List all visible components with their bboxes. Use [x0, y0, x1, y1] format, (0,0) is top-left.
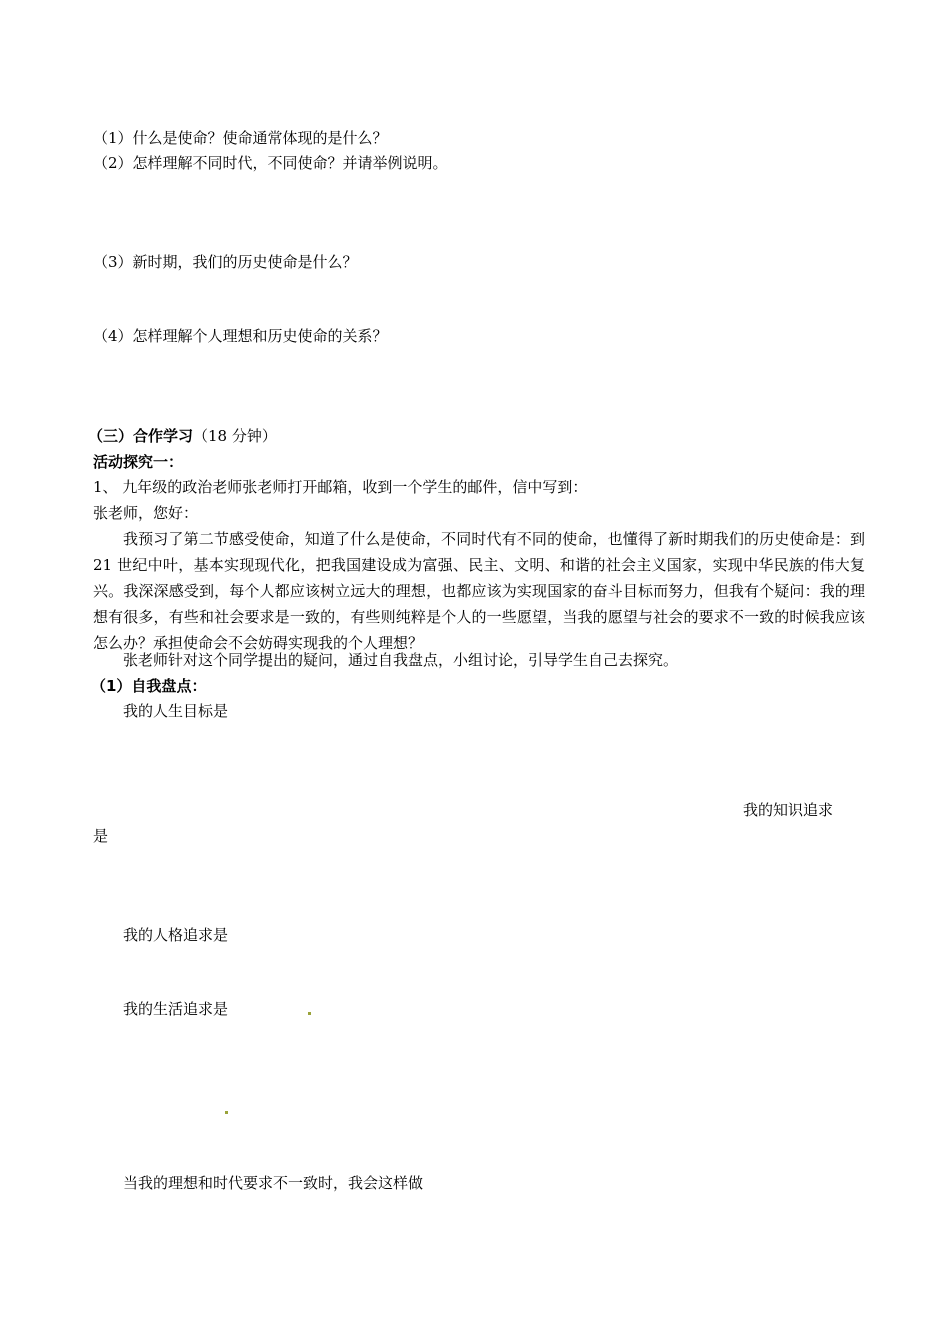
question-3: （3）新时期，我们的历史使命是什么？ — [93, 253, 358, 271]
question-4: （4）怎样理解个人理想和历史使命的关系？ — [93, 327, 388, 345]
section-heading — [88, 426, 277, 446]
teacher-response: 张老师针对这个同学提出的疑问，通过自我盘点，小组讨论，引导学生自己去探究。 — [123, 651, 679, 669]
letter-greeting: 张老师，您好： — [93, 504, 199, 522]
stray-mark — [225, 1111, 228, 1114]
activity-title: 活动探究一： — [93, 453, 184, 471]
section-title: （三）合作学习 — [88, 427, 194, 445]
living-goal-prompt: 我的生活追求是 — [123, 1000, 229, 1018]
question-1: （1）什么是使命？使命通常体现的是什么？ — [93, 129, 388, 147]
knowledge-goal-prompt: 我的知识追求 — [743, 801, 834, 819]
letter-body: 我预习了第二节感受使命，知道了什么是使命，不同时代有不同的使命，也懂得了新时期我们的历史使命是：到 21 世纪中叶，基本实现现代化，把我国建设成为富强、民主、文明、和谐的社会主义国家，实现中华民族的伟大复兴。我深深感受到，每个人都应该树立远大的理想，也都应该为实现国家的奋斗目标而努力，但我有个疑问：我的理想有很多，有些和社会要求是一致的，有些则纯粹是个人的一些愿望，当我的愿望与社会的要求不一致的时候我应该怎么办？承担使命会不会妨碍实现我的个人理想？ — [93, 530, 865, 652]
life-goal-prompt: 我的人生目标是 — [123, 702, 229, 720]
self-check-title: （1）自我盘点： — [91, 677, 207, 695]
activity-intro: 1、 九年级的政治老师张老师打开邮箱，收到一个学生的邮件，信中写到： — [93, 478, 588, 496]
section-time: （18 分钟） — [193, 427, 277, 445]
conflict-prompt: 当我的理想和时代要求不一致时，我会这样做 — [123, 1174, 424, 1192]
question-2: （2）怎样理解不同时代，不同使命？并请举例说明。 — [93, 154, 448, 172]
knowledge-goal-end: 是 — [93, 827, 109, 845]
stray-mark — [308, 1012, 311, 1015]
character-goal-prompt: 我的人格追求是 — [123, 926, 229, 944]
